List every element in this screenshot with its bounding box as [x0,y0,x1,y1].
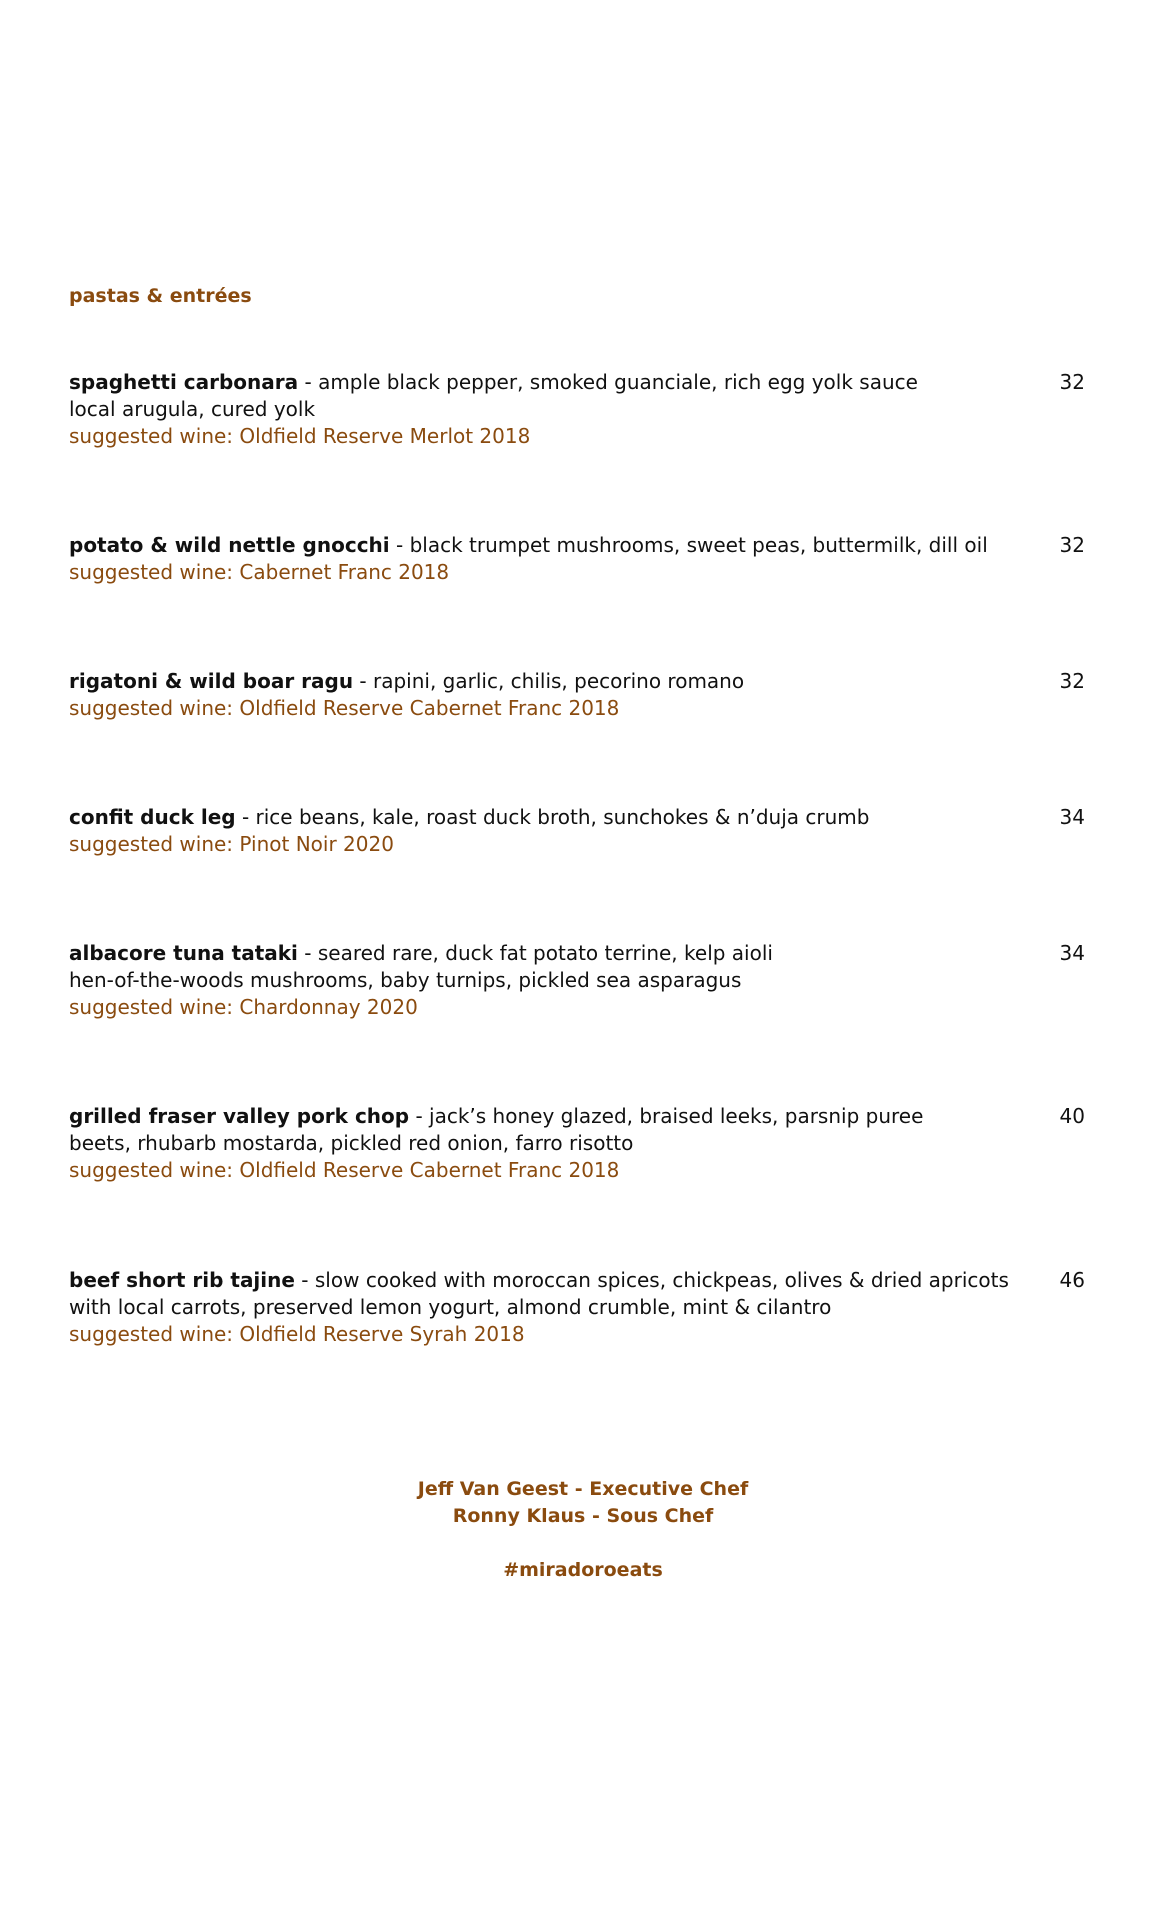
item-description-line [69,940,969,967]
sous-chef: Ronny Klaus - Sous Chef [452,1505,714,1527]
suggested-wine: suggested wine: Cabernet Franc 2018 [69,560,450,584]
suggested-wine: suggested wine: Pinot Noir 2020 [69,832,394,856]
section-title: pastas & entrées [69,285,252,307]
item-description: - rice beans, kale, roast duck broth, sunchokes & n’duja crumb [235,805,870,829]
item-name: beef short rib tajine [69,1268,295,1292]
item-price: 32 [1059,533,1085,557]
item-name: grilled fraser valley pork chop [69,1104,410,1128]
suggested-wine: suggested wine: Chardonnay 2020 [69,995,418,1019]
item-description: - seared rare, duck fat potato terrine, kelp aioli [297,941,773,965]
item-description-line [69,532,988,559]
item-description-line [69,1103,969,1130]
item-price: 34 [1059,941,1085,965]
executive-chef: Jeff Van Geest - Executive Chef [417,1478,749,1500]
suggested-wine: suggested wine: Oldfield Reserve Syrah 2018 [69,1322,525,1346]
suggested-wine: suggested wine: Oldfield Reserve Merlot 2018 [69,424,531,448]
menu-item-beef-short-rib-tajine [69,1267,1085,1348]
item-description: - rapini, garlic, chilis, pecorino romano [353,669,745,693]
menu-item-spaghetti-carbonara [69,369,1085,450]
suggested-wine: suggested wine: Oldfield Reserve Cabernet Franc 2018 [69,696,620,720]
item-price: 46 [1059,1268,1085,1292]
item-description-line-2: beets, rhubarb mostarda, pickled red onion, farro risotto [69,1131,634,1155]
item-name: potato & wild nettle gnocchi [69,533,390,557]
item-description: - slow cooked with moroccan spices, chickpeas, olives & dried apricots [294,1268,1009,1292]
item-price: 32 [1059,370,1085,394]
item-description-line [69,1267,1009,1294]
item-description-line [69,369,969,396]
chef-credits [0,1476,1166,1584]
menu-item-rigatoni [69,668,1085,722]
item-price: 34 [1059,805,1085,829]
menu-item-confit-duck-leg [69,804,1085,858]
item-description-line-2: with local carrots, preserved lemon yogurt, almond crumble, mint & cilantro [69,1295,832,1319]
suggested-wine: suggested wine: Oldfield Reserve Cabernet Franc 2018 [69,1158,620,1182]
item-name: albacore tuna tataki [69,941,298,965]
item-name: rigatoni & wild boar ragu [69,669,354,693]
item-name: spaghetti carbonara [69,370,299,394]
item-price: 32 [1059,669,1085,693]
item-price: 40 [1059,1104,1085,1128]
item-description-line [69,668,969,695]
item-name: confit duck leg [69,805,236,829]
menu-item-pork-chop [69,1103,1085,1184]
hashtag: #miradoroeats [503,1559,663,1581]
item-description-line-2: local arugula, cured yolk [69,397,316,421]
item-description-line [69,804,969,831]
item-description: - black trumpet mushrooms, sweet peas, buttermilk, dill oil [389,533,988,557]
menu-item-potato-gnocchi [69,532,1085,586]
item-description-line-2: hen-of-the-woods mushrooms, baby turnips, pickled sea asparagus [69,968,742,992]
item-description: - ample black pepper, smoked guanciale, rich egg yolk sauce [298,370,918,394]
item-description: - jack’s honey glazed, braised leeks, parsnip puree [409,1104,924,1128]
menu-item-albacore-tuna-tataki [69,940,1085,1021]
